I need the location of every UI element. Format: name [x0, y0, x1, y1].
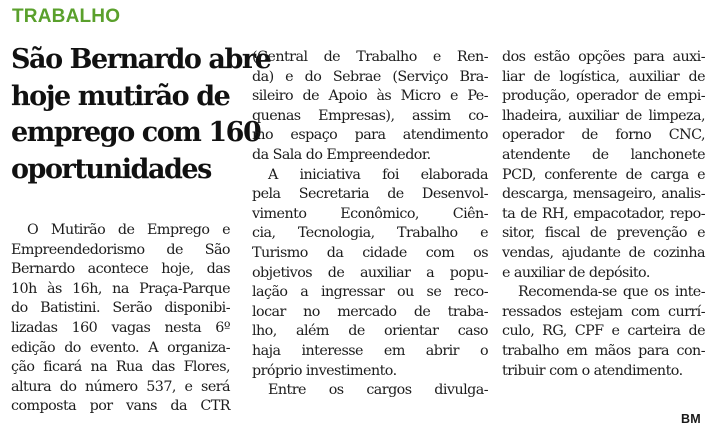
text-line: próprio investimento.	[252, 362, 397, 379]
article-column-2	[252, 48, 488, 401]
text-line: vimento Econômico, Ciên-	[252, 205, 488, 222]
text-line: altura do número 537, e será	[11, 378, 230, 395]
text-line: do Batistini. Serão disponibi-	[11, 300, 230, 317]
text-line: trabalho em mãos para con-	[502, 342, 705, 359]
text-line: 10h às 16h, na Praça-Parque	[11, 280, 230, 297]
text-line: e auxiliar de depósito.	[502, 264, 650, 281]
text-line: quenas Empresas), assim co-	[252, 107, 488, 124]
headline	[11, 42, 271, 188]
text-line: liar de logística, auxiliar de	[502, 68, 705, 85]
text-line: da Sala do Empreendedor.	[252, 146, 431, 163]
text-line: operador de forno CNC,	[502, 127, 705, 144]
text-line: locar no mercado de traba-	[252, 303, 488, 320]
article-column-3	[502, 48, 705, 381]
text-line: sileiro de Apoio às Micro e Pe-	[252, 88, 488, 105]
text-line: Empreendedorismo de São	[11, 241, 230, 258]
text-line: objetivos de auxiliar a popu-	[252, 264, 488, 281]
text-line: lação a ingressar ou se reco-	[252, 284, 488, 301]
headline-line: hoje mutirão de	[11, 80, 230, 112]
text-line: sitor, fiscal de prevenção e	[502, 225, 705, 242]
section-label: TRABALHO	[12, 6, 121, 27]
text-line: ressados estejam com currí-	[502, 303, 705, 320]
text-line: lizadas 160 vagas nesta 6º	[11, 319, 230, 336]
text-line: O Mutirão de Emprego e	[27, 222, 230, 238]
text-line: lhadeira, auxiliar de limpeza,	[502, 107, 705, 124]
text-line: Recomenda-se que os inte-	[518, 284, 705, 301]
headline-line: São Bernardo abre	[11, 44, 271, 75]
text-line: vendas, ajudante de cozinha	[502, 244, 705, 261]
text-line: composta por vans da CTR	[11, 398, 230, 415]
text-line: Bernardo acontece hoje, das	[11, 261, 230, 278]
text-line: edição do evento. A organiza-	[11, 339, 230, 356]
text-line: ção ficará na Rua das Flores,	[11, 359, 230, 376]
text-line: produção, operador de empi-	[502, 88, 705, 105]
author-signature: BM	[680, 412, 701, 426]
text-line: haja interesse em abrir o	[252, 342, 488, 359]
text-line: ta de RH, empacotador, repo-	[502, 205, 705, 222]
text-line: tribuir com o atendimento.	[502, 362, 683, 379]
text-line: (Central de Trabalho e Ren-	[252, 49, 488, 65]
text-line: culo, RG, CPF e carteira de	[502, 323, 705, 340]
headline-line: oportunidades	[11, 153, 211, 185]
text-line: A iniciativa foi elaborada	[268, 166, 488, 183]
text-line: atendente de lanchonete	[502, 146, 705, 163]
headline-line: emprego com 160	[11, 117, 261, 148]
text-line: dos estão opções para auxi-	[502, 49, 705, 65]
text-line: pela Secretaria de Desenvol-	[252, 186, 488, 203]
text-line: mo espaço para atendimento	[252, 127, 488, 144]
text-line: PCD, conferente de carga e	[502, 166, 705, 183]
text-line: descarga, mensageiro, analis-	[502, 186, 705, 203]
text-line: Turismo da cidade com os	[252, 244, 488, 261]
text-line: lho, além de orientar caso	[252, 323, 488, 340]
article-column-1	[11, 221, 230, 417]
text-line: da) e do Sebrae (Serviço Bra-	[252, 68, 488, 85]
text-line: Entre os cargos divulga-	[268, 382, 488, 399]
text-line: cia, Tecnologia, Trabalho e	[252, 225, 488, 242]
